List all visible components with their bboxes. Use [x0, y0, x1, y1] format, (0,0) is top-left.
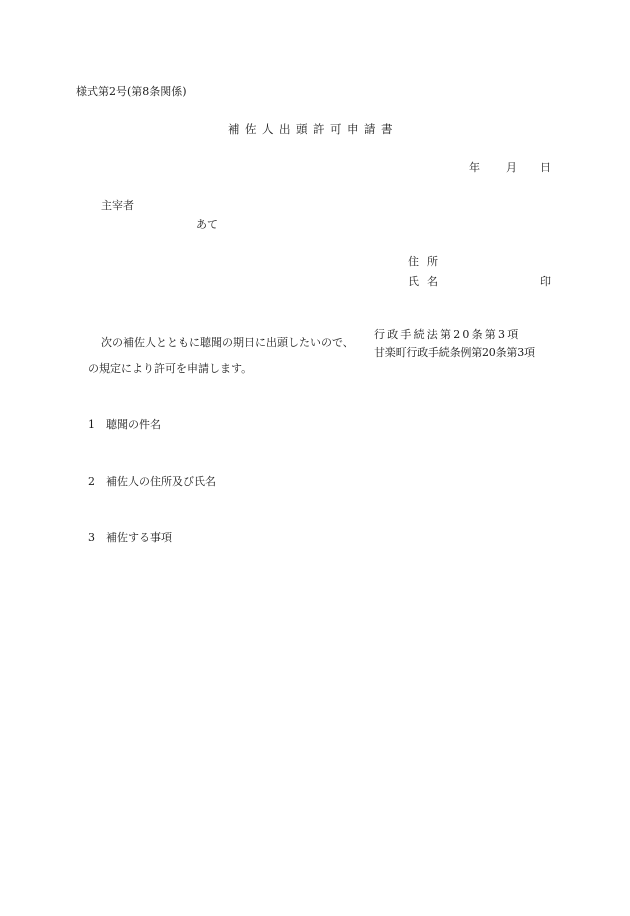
body-text-line1: 次の補佐人とともに聴聞の期日に出頭したいので、 [101, 336, 354, 349]
item-number: 1 [88, 418, 95, 431]
document-title: 補佐人出頭許可申請書 [228, 122, 398, 136]
item-label: 補佐する事項 [106, 531, 172, 544]
item-label: 補佐人の住所及び氏名 [106, 475, 216, 488]
form-number: 様式第2号(第8条関係) [76, 85, 187, 98]
list-item [88, 476, 216, 487]
seal-mark: 印 [540, 275, 551, 288]
item-label: 聴聞の件名 [106, 418, 161, 431]
applicant-name-label: 氏名 [408, 275, 446, 288]
addressee: 主宰者 [101, 199, 134, 212]
date-month-label: 月 [506, 161, 517, 174]
addressee-honorific: あて [196, 218, 218, 231]
list-item [88, 419, 161, 430]
body-text-line2: の規定により許可を申請します。 [88, 362, 253, 375]
applicant-address-label: 住所 [408, 255, 446, 268]
law-reference-national: 行政手続法第20条第3項 [374, 328, 521, 341]
date-day-label: 日 [540, 161, 551, 174]
law-reference-municipal: 甘楽町行政手続条例第20条第3項 [374, 346, 535, 359]
item-number: 3 [88, 531, 95, 544]
list-item [88, 532, 172, 543]
item-number: 2 [88, 475, 95, 488]
date-year-label: 年 [469, 161, 480, 174]
